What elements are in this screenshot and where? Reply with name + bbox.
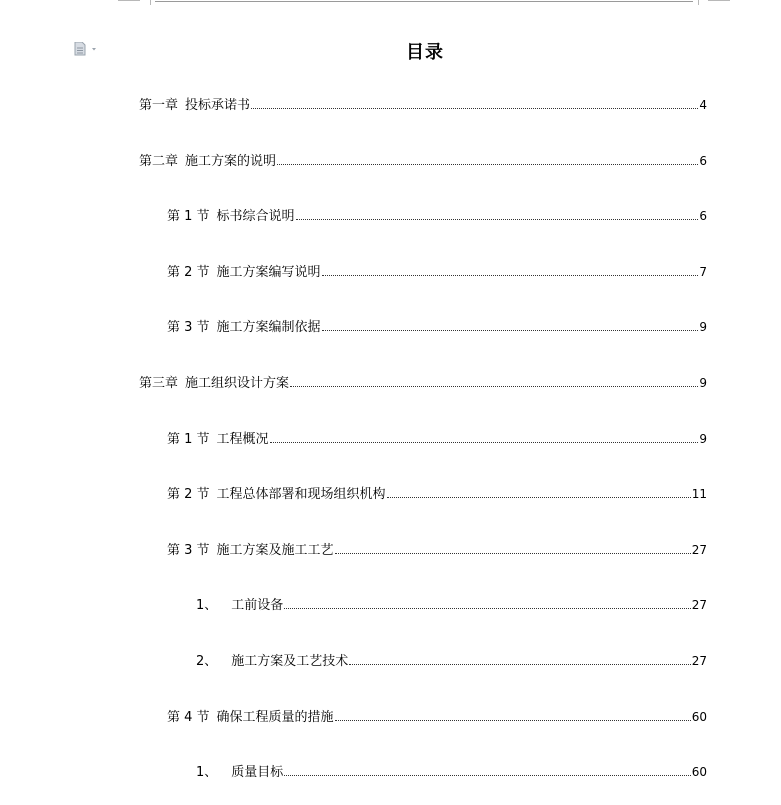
toc-entry-number: 第 3 节 bbox=[167, 320, 210, 335]
toc-entry-section[interactable] bbox=[167, 709, 707, 726]
toc-entry-text: 工程总体部署和现场组织机构 bbox=[216, 487, 386, 502]
toc-entry-subsection[interactable] bbox=[196, 653, 707, 670]
toc-entry-page: 27 bbox=[691, 598, 707, 612]
toc-entry-text: 标书综合说明 bbox=[216, 209, 295, 224]
toc-entry-page: 7 bbox=[699, 265, 707, 279]
leader-dots bbox=[284, 774, 690, 776]
leader-dots bbox=[251, 107, 698, 109]
toc-entry-page: 27 bbox=[691, 654, 707, 668]
toc-entry-text: 工前设备 bbox=[231, 598, 284, 613]
toc-entry-text: 施工方案的说明 bbox=[185, 154, 277, 169]
toc-entry-number: 第 1 节 bbox=[167, 209, 210, 224]
page-top-edge bbox=[155, 1, 693, 2]
toc-entry-page: 9 bbox=[699, 320, 707, 334]
leader-dots bbox=[349, 663, 690, 665]
leader-dots bbox=[322, 274, 699, 276]
toc-entry-text: 施工方案及施工工艺 bbox=[216, 543, 334, 558]
toc-entry-number: 第 3 节 bbox=[167, 543, 210, 558]
leader-dots bbox=[270, 441, 699, 443]
leader-dots bbox=[284, 607, 690, 609]
leader-dots bbox=[387, 496, 691, 498]
toc-entry-section[interactable] bbox=[167, 208, 707, 225]
toc-entry-number: 第 2 节 bbox=[167, 265, 210, 280]
toc-entry-text: 质量目标 bbox=[231, 765, 284, 780]
toc-entry-text: 确保工程质量的措施 bbox=[216, 710, 334, 725]
toc-entry-page: 4 bbox=[699, 98, 707, 112]
leader-dots bbox=[277, 163, 698, 165]
toc-entry-section[interactable] bbox=[167, 542, 707, 559]
leader-dots bbox=[335, 552, 691, 554]
leader-dots bbox=[296, 218, 699, 220]
leader-dots bbox=[322, 329, 699, 331]
toc-entry-text: 施工方案编写说明 bbox=[216, 265, 321, 280]
toc-entry-subsection[interactable] bbox=[196, 597, 707, 614]
leader-dots bbox=[290, 385, 698, 387]
toc-entry-chapter-1[interactable] bbox=[139, 97, 707, 114]
toc-entry-text: 施工组织设计方案 bbox=[185, 376, 290, 391]
toc-entry-page: 6 bbox=[699, 154, 707, 168]
toc-entry-page: 6 bbox=[699, 209, 707, 223]
page-corner-mark bbox=[150, 0, 152, 5]
toc-entry-page: 9 bbox=[699, 432, 707, 446]
toc-entry-text: 投标承诺书 bbox=[185, 98, 251, 113]
page-corner-mark bbox=[698, 0, 700, 5]
toc-entry-page: 60 bbox=[691, 765, 707, 779]
toc-entry-number: 第二章 bbox=[139, 154, 179, 169]
toc-entry-number: 2、 bbox=[196, 654, 218, 669]
toc-entry-subsection[interactable] bbox=[196, 764, 707, 781]
toc-entry-text: 施工方案及工艺技术 bbox=[231, 654, 349, 669]
toc-entry-section[interactable] bbox=[167, 264, 707, 281]
toc-entry-page: 60 bbox=[691, 710, 707, 724]
toc-entry-number: 第三章 bbox=[139, 376, 179, 391]
toc-entry-number: 第 2 节 bbox=[167, 487, 210, 502]
leader-dots bbox=[335, 719, 691, 721]
toc-entry-number: 第 4 节 bbox=[167, 710, 210, 725]
toc-entry-chapter-3[interactable] bbox=[139, 375, 707, 392]
toc-entry-section[interactable] bbox=[167, 486, 707, 503]
toc-entry-text: 工程概况 bbox=[216, 432, 269, 447]
toc-entry-section[interactable] bbox=[167, 319, 707, 336]
toc-entry-section[interactable] bbox=[167, 431, 707, 448]
toc-entry-number: 1、 bbox=[196, 598, 218, 613]
page-corner-mark bbox=[708, 0, 730, 5]
toc-entry-text: 施工方案编制依据 bbox=[216, 320, 321, 335]
toc-title: 目录 bbox=[406, 42, 444, 63]
toc-entry-number: 第 1 节 bbox=[167, 432, 210, 447]
toc-entry-number: 第一章 bbox=[139, 98, 179, 113]
toc-entry-page: 27 bbox=[691, 543, 707, 557]
toc-entry-page: 11 bbox=[691, 487, 707, 501]
page-corner-mark bbox=[118, 0, 140, 5]
toc-entry-chapter-2[interactable] bbox=[139, 153, 707, 170]
toc-entry-number: 1、 bbox=[196, 765, 218, 780]
toc-entry-page: 9 bbox=[699, 376, 707, 390]
